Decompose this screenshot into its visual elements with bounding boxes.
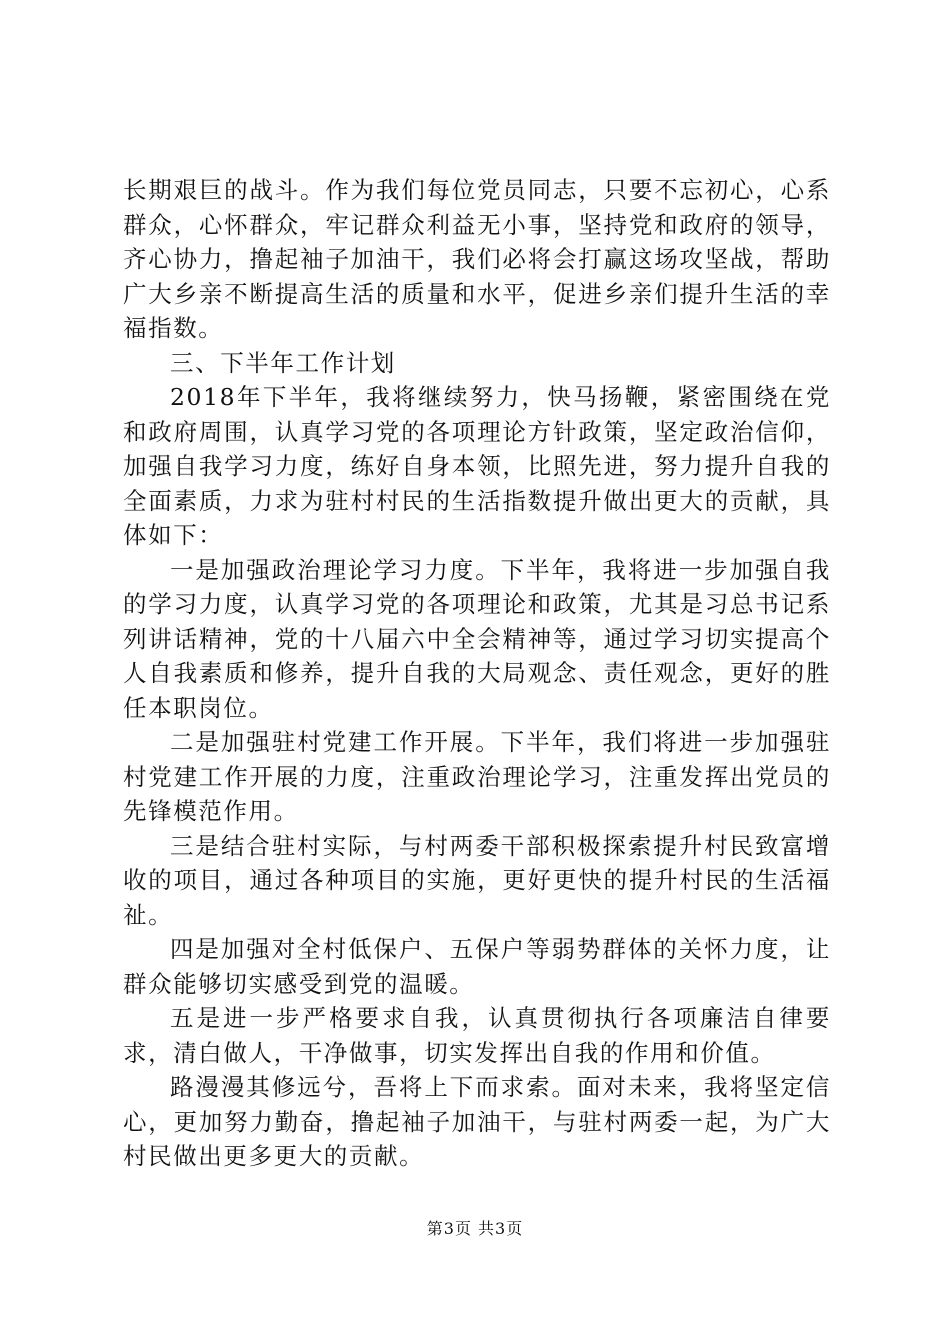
paragraph-plan-intro: 2018年下半年，我将继续努力，快马扬鞭，紧密围绕在党和政府周围，认真学习党的各项理论方针政策，坚定政治信仰，加强自我学习力度，练好自身本领，比照先进，努力提升自我的全面素质，力求为驻村村民的生活指数提升做出更大的贡献，具体如下：	[123, 383, 831, 549]
page-footer: 第3页 共3页	[426, 1219, 524, 1238]
paragraph-item-1: 一是加强政治理论学习力度。下半年，我将进一步加强自我的学习力度，认真学习党的各项理论和政策，尤其是习总书记系列讲话精神，党的十八届六中全会精神等，通过学习切实提高个人自我素质和修养，提升自我的大局观念、责任观念，更好的胜任本职岗位。	[123, 555, 831, 722]
document-body	[123, 173, 831, 1174]
paragraph-item-5: 五是进一步严格要求自我，认真贯彻执行各项廉洁自律要求，清白做人，干净做事，切实发挥出自我的作用和价值。	[123, 1004, 831, 1067]
paragraph-item-4: 四是加强对全村低保户、五保户等弱势群体的关怀力度，让群众能够切实感受到党的温暖。	[123, 935, 831, 998]
paragraph-continuation: 长期艰巨的战斗。作为我们每位党员同志，只要不忘初心，心系群众，心怀群众，牢记群众利益无小事，坚持党和政府的领导，齐心协力，撸起袖子加油干，我们必将会打赢这场攻坚战，帮助广大乡亲不断提高生活的质量和水平，促进乡亲们提升生活的幸福指数。	[123, 176, 831, 342]
paragraph-item-2: 二是加强驻村党建工作开展。下半年，我们将进一步加强驻村党建工作开展的力度，注重政治理论学习，注重发挥出党员的先锋模范作用。	[123, 728, 831, 825]
paragraph-closing: 路漫漫其修远兮，吾将上下而求索。面对未来，我将坚定信心，更加努力勤奋，撸起袖子加油干，与驻村两委一起，为广大村民做出更多更大的贡献。	[123, 1073, 831, 1170]
section-heading: 三、下半年工作计划	[170, 348, 396, 377]
paragraph-item-3: 三是结合驻村实际，与村两委干部积极探索提升村民致富增收的项目，通过各种项目的实施，更好更快的提升村民的生活福祉。	[123, 831, 831, 929]
